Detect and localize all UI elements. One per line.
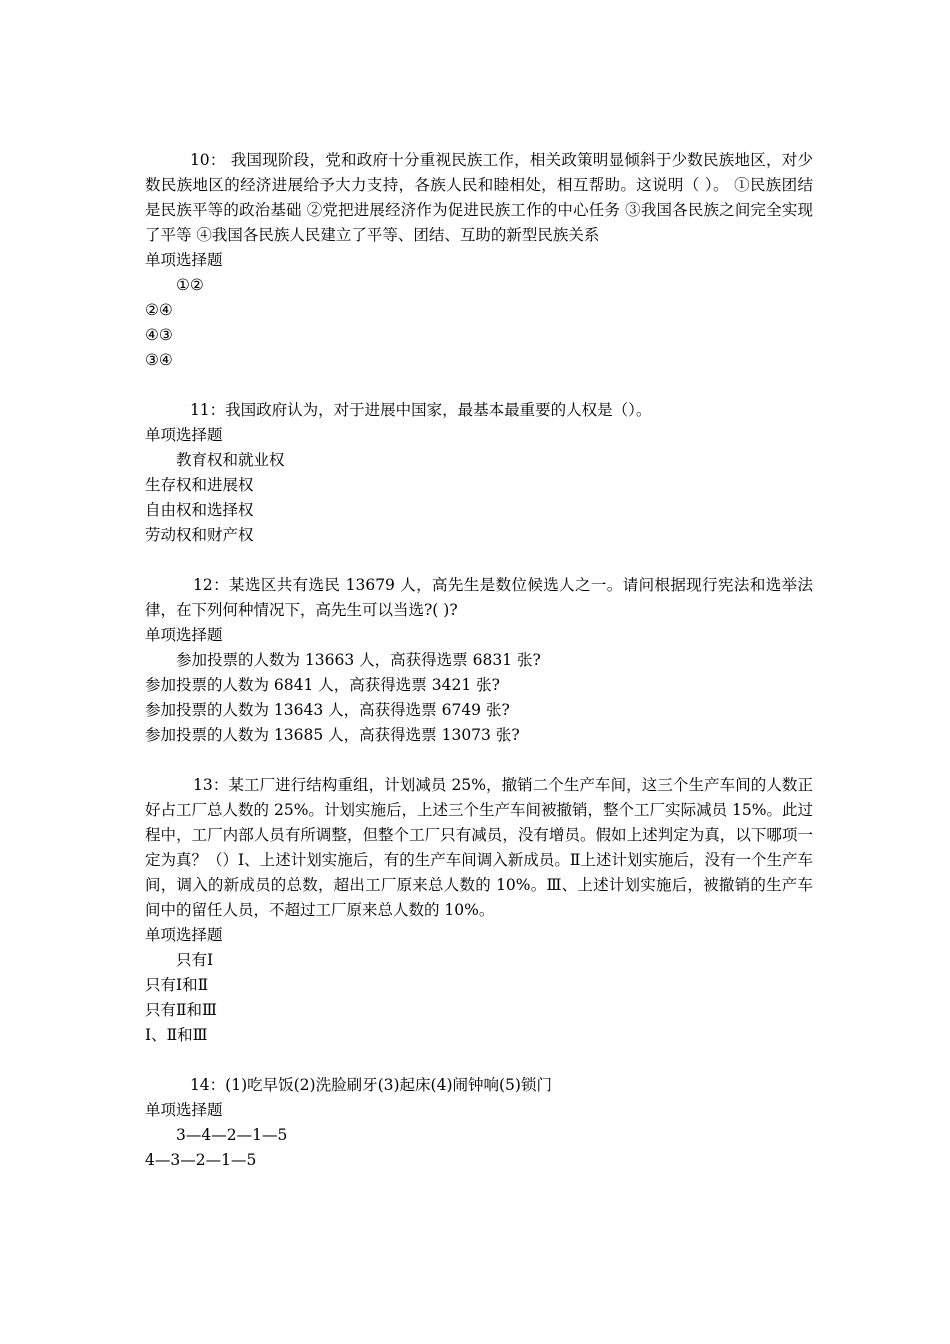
question-11 [145,398,813,548]
question-12 [145,573,813,748]
option-list [145,948,813,1048]
option-c: 参加投票的人数为 13643 人，高获得选票 6749 张? [145,701,510,719]
option-a: 3—4—2—1—5 [176,1126,288,1144]
question-stem: 11：我国政府认为，对于进展中国家，最基本最重要的人权是（）。 [189,401,652,419]
question-type: 单项选择题 [145,926,223,944]
question-type: 单项选择题 [145,251,223,269]
question-type: 单项选择题 [145,426,223,444]
option-b: ②④ [145,301,173,319]
question-stem: 12：某选区共有选民 13679 人，高先生是数位候选人之一。请问根据现行宪法和选举法律，在下列何种情况下，高先生可以当选?( )? [145,576,813,619]
question-14 [145,1073,813,1173]
question-type: 单项选择题 [145,1101,223,1119]
option-list [145,648,813,748]
question-list [145,148,813,1198]
option-d: Ⅰ、Ⅱ和Ⅲ [145,1026,208,1044]
option-b: 生存权和进展权 [145,476,254,494]
option-c: 只有Ⅱ和Ⅲ [145,1001,217,1019]
option-list [145,273,813,373]
question-10 [145,148,813,373]
option-a: 参加投票的人数为 13663 人，高获得选票 6831 张? [176,651,541,669]
question-13 [145,773,813,1048]
option-a: 只有Ⅰ [176,951,214,969]
option-c: 自由权和选择权 [145,501,254,519]
question-stem: 14：(1)吃早饭(2)洗脸刷牙(3)起床(4)闹钟响(5)锁门 [189,1076,552,1094]
option-b: 4—3—2—1—5 [145,1151,257,1169]
option-b: 只有Ⅰ和Ⅱ [145,976,209,994]
option-list [145,1123,813,1173]
option-a: 教育权和就业权 [176,451,285,469]
option-b: 参加投票的人数为 6841 人，高获得选票 3421 张? [145,676,500,694]
option-list [145,448,813,548]
option-d: 劳动权和财产权 [145,526,254,544]
question-type: 单项选择题 [145,626,223,644]
option-c: ④③ [145,326,173,344]
option-d: 参加投票的人数为 13685 人，高获得选票 13073 张? [145,726,520,744]
question-stem: 10： 我国现阶段，党和政府十分重视民族工作，相关政策明显倾斜于少数民族地区，对少数民族地区的经济进展给予大力支持，各族人民和睦相处，相互帮助。这说明（ ）。 ①民族团结是民族平等的政治基础 ②党把进展经济作为促进民族工作的中心任务 ③我国各民族之间完全实现了平等 ④我国各民族人民建立了平等、团结、互助的新型民族关系 [145,151,813,244]
option-d: ③④ [145,351,173,369]
option-a: ①② [176,276,204,294]
question-stem: 13：某工厂进行结构重组，计划减员 25%，撤销二个生产车间，这三个生产车间的人数正好占工厂总人数的 25%。计划实施后，上述三个生产车间被撤销，整个工厂实际减员 15%。此过程中，工厂内部人员有所调整，但整个工厂只有减员，没有增员。假如上述判定为真，以下哪项一定为真？（）Ⅰ、上述计划实施后，有的生产车间调入新成员。Ⅱ上述计划实施后，没有一个生产车间，调入的新成员的总数，超出工厂原来总人数的 10%。Ⅲ、上述计划实施后，被撤销的生产车间中的留任人员，不超过工厂原来总人数的 10%。 [145,776,813,919]
